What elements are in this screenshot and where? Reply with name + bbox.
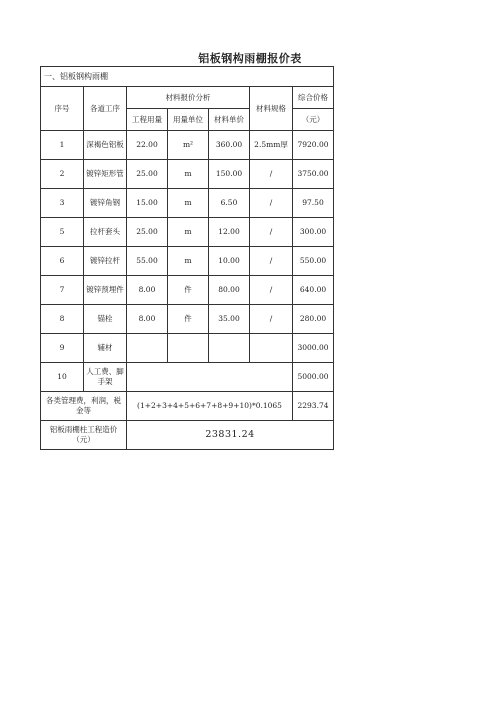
header-process: 各道工序 — [84, 87, 127, 131]
cell-seq: 2 — [41, 160, 84, 189]
cell-name: 人工费、脚手架 — [84, 363, 127, 392]
cell-total: 5000.00 — [293, 363, 334, 392]
cell-seq: 9 — [41, 334, 84, 363]
cell-total: 300.00 — [293, 218, 334, 247]
aux-row — [41, 334, 334, 363]
cell-seq: 1 — [41, 131, 84, 160]
table-row — [41, 160, 334, 189]
cell-empty — [127, 334, 168, 363]
header-unit-price: 材料单价 — [209, 109, 250, 131]
fees-row — [41, 392, 334, 421]
cell-total: 7920.00 — [293, 131, 334, 160]
section-row — [41, 67, 334, 87]
cell-seq: 3 — [41, 189, 84, 218]
cell-price: 10.00 — [209, 247, 250, 276]
cell-total: 97.50 — [293, 189, 334, 218]
quote-table — [40, 66, 334, 450]
cell-spec: / — [250, 189, 293, 218]
grand-total-label: 铝板雨棚柱工程造价（元） — [41, 421, 127, 450]
cell-spec: / — [250, 247, 293, 276]
cell-unit: m — [168, 247, 209, 276]
cell-total: 280.00 — [293, 305, 334, 334]
cell-total: 640.00 — [293, 276, 334, 305]
table-row — [41, 247, 334, 276]
cell-qty: 8.00 — [127, 305, 168, 334]
cell-qty: 55.00 — [127, 247, 168, 276]
cell-qty: 25.00 — [127, 160, 168, 189]
table-row — [41, 131, 334, 160]
cell-unit: m — [168, 218, 209, 247]
cell-unit: m² — [168, 131, 209, 160]
labor-row — [41, 363, 334, 392]
cell-spec: / — [250, 276, 293, 305]
header-total-unit: （元） — [293, 109, 334, 131]
cell-price: 150.00 — [209, 160, 250, 189]
cell-empty — [168, 334, 209, 363]
section-title: 一、铝板钢构雨棚 — [41, 67, 334, 87]
header-analysis: 材料报价分析 — [127, 87, 250, 109]
header-row-1 — [41, 87, 334, 109]
cell-qty: 25.00 — [127, 218, 168, 247]
cell-unit: m — [168, 160, 209, 189]
cell-name: 锚栓 — [84, 305, 127, 334]
table-row — [41, 189, 334, 218]
cell-price: 80.00 — [209, 276, 250, 305]
cell-empty — [250, 334, 293, 363]
document-title: 铝板钢构雨棚报价表 — [198, 52, 302, 65]
fees-total: 2293.74 — [293, 392, 334, 421]
cell-seq: 7 — [41, 276, 84, 305]
cell-total: 3750.00 — [293, 160, 334, 189]
cell-seq: 6 — [41, 247, 84, 276]
cell-seq: 8 — [41, 305, 84, 334]
cell-unit: m — [168, 189, 209, 218]
cell-empty-merged — [127, 363, 293, 392]
cell-seq: 10 — [41, 363, 84, 392]
cell-qty: 8.00 — [127, 276, 168, 305]
cell-name: 镀锌预埋件 — [84, 276, 127, 305]
table-row — [41, 276, 334, 305]
cell-total: 3000.00 — [293, 334, 334, 363]
cell-total: 550.00 — [293, 247, 334, 276]
header-quantity: 工程用量 — [127, 109, 168, 131]
cell-name: 镀锌拉杆 — [84, 247, 127, 276]
cell-name: 辅材 — [84, 334, 127, 363]
cell-spec: / — [250, 218, 293, 247]
cell-price: 6.50 — [209, 189, 250, 218]
table-row — [41, 305, 334, 334]
cell-seq: 5 — [41, 218, 84, 247]
table-row — [41, 218, 334, 247]
grand-total-row — [41, 421, 334, 450]
cell-spec: / — [250, 160, 293, 189]
cell-unit: 件 — [168, 276, 209, 305]
header-seq: 序号 — [41, 87, 84, 131]
cell-qty: 22.00 — [127, 131, 168, 160]
header-unit: 用量单位 — [168, 109, 209, 131]
header-spec: 材料规格 — [250, 87, 293, 131]
cell-price: 360.00 — [209, 131, 250, 160]
cell-name: 拉杆套头 — [84, 218, 127, 247]
cell-name: 深褐色铝板 — [84, 131, 127, 160]
cell-spec: / — [250, 305, 293, 334]
header-total-price: 综合价格 — [293, 87, 334, 109]
fees-formula: (1+2+3+4+5+6+7+8+9+10)*0.1065 — [127, 392, 293, 421]
cell-qty: 15.00 — [127, 189, 168, 218]
grand-total-value: 23831.24 — [127, 421, 334, 450]
cell-price: 35.00 — [209, 305, 250, 334]
cell-empty — [209, 334, 250, 363]
cell-price: 12.00 — [209, 218, 250, 247]
cell-name: 镀锌矩形管 — [84, 160, 127, 189]
cell-name: 镀锌角钢 — [84, 189, 127, 218]
cell-unit: 件 — [168, 305, 209, 334]
fees-label: 各类管理费，利润，税金等 — [41, 392, 127, 421]
cell-spec: 2.5mm厚 — [250, 131, 293, 160]
